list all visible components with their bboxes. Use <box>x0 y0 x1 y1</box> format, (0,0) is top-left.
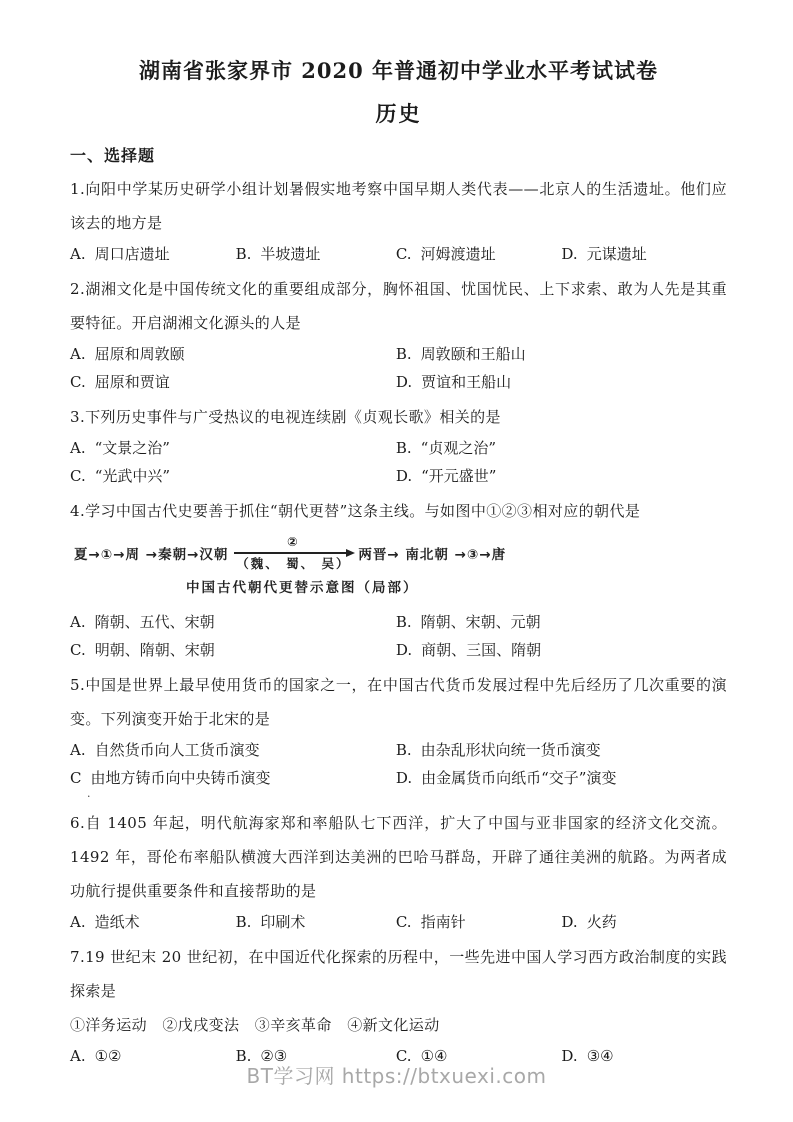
option-label: D. <box>395 641 413 659</box>
question-1 <box>70 172 727 268</box>
question-stem: 2.湖湘文化是中国传统文化的重要组成部分，胸怀祖国、忧国忧民、上下求索、敢为人先是其重要特征。开启湖湘文化源头的人是 <box>70 280 727 332</box>
option-text: “文景之治” <box>94 439 170 457</box>
option-text: 由金属货币向纸币“交子”演变 <box>421 769 617 787</box>
option-text: 印刷术 <box>260 913 306 931</box>
question-6 <box>70 806 727 936</box>
option-label: A. <box>70 613 86 631</box>
option-a <box>70 908 236 936</box>
diagram-chain-left: 夏→①→周 →秦朝→汉朝 <box>74 547 229 563</box>
option-text: 由地方铸币向中央铸币演变 <box>90 769 271 787</box>
option-text: 商朝、三国、隋朝 <box>421 641 542 659</box>
option-label: D. <box>561 1047 578 1065</box>
question-5 <box>70 668 727 802</box>
option-d <box>561 908 727 936</box>
dynasty-diagram <box>74 534 727 598</box>
diagram-chain <box>74 534 727 572</box>
option-text: 明朝、隋朝、宋朝 <box>94 641 215 659</box>
question-stem: 1.向阳中学某历史研学小组计划暑假实地考察中国早期人类代表——北京人的生活遗址。他们应该去的地方是 <box>70 180 727 232</box>
option-label: D. <box>395 769 413 787</box>
option-label: C. <box>70 373 86 391</box>
option-text: 贾谊和王船山 <box>421 373 512 391</box>
question-stem: 5.中国是世界上最早使用货币的国家之一，在中国古代货币发展过程中先后经历了几次重要的演变。下列演变开始于北宋的是 <box>70 676 727 728</box>
diagram-chain-right: 两晋→ 南北朝 →③→唐 <box>358 547 507 563</box>
question-stem: 6.自 1405 年起，明代航海家郑和率船队七下西洋，扩大了中国与亚非国家的经济文化交流。1492 年，哥伦布率船队横渡大西洋到达美洲的巴哈马群岛，开辟了通往美洲的航路。为两者成功航行提供重要条件和直接帮助的是 <box>70 814 727 900</box>
option-a <box>70 340 396 368</box>
option-text: 周口店遗址 <box>94 245 170 263</box>
option-label: C. <box>395 1047 412 1065</box>
option-label: C. <box>70 467 86 485</box>
option-b <box>396 608 727 636</box>
option-d <box>396 764 727 792</box>
option-a <box>70 608 396 636</box>
options-grid <box>70 340 727 396</box>
option-c <box>70 462 396 490</box>
option-a <box>70 240 236 268</box>
options-grid <box>70 608 727 664</box>
exam-title: 湖南省张家界市 2020 年普通初中学业水平考试试卷 <box>138 58 659 83</box>
option-d <box>396 462 727 490</box>
right-arrow-icon <box>234 552 352 554</box>
option-label: A. <box>70 245 86 263</box>
option-text: “光武中兴” <box>94 467 171 485</box>
option-d <box>561 240 727 268</box>
option-a <box>70 434 396 462</box>
option-label: C. <box>395 245 412 263</box>
option-label: D. <box>561 913 578 931</box>
option-text: 屈原和周敦颐 <box>94 345 185 363</box>
option-c <box>70 636 396 664</box>
option-c <box>70 764 396 792</box>
options-row <box>70 240 727 268</box>
footer-watermark: BT学习网 https://btxuexi.com <box>246 1064 547 1088</box>
option-label: A. <box>70 741 86 759</box>
option-b <box>236 908 396 936</box>
option-c <box>396 908 562 936</box>
option-label: B. <box>395 741 412 759</box>
option-text: 周敦颐和王船山 <box>420 345 526 363</box>
options-grid <box>70 736 727 792</box>
option-text: “贞观之治” <box>420 439 496 457</box>
option-label: D. <box>395 373 413 391</box>
option-label: D. <box>395 467 413 485</box>
option-text: 火药 <box>586 913 617 931</box>
option-text: ①④ <box>420 1047 448 1065</box>
option-text: ③④ <box>586 1047 614 1065</box>
diagram-arrow-label-above: ② <box>287 534 300 549</box>
option-c <box>70 368 396 396</box>
option-label: B. <box>395 613 412 631</box>
option-label: C <box>70 769 82 787</box>
question-2 <box>70 272 727 396</box>
option-text: 河姆渡遗址 <box>420 245 496 263</box>
option-label: A. <box>70 913 86 931</box>
option-label: B. <box>395 439 412 457</box>
question-stem: 4.学习中国古代史要善于抓住“朝代更替”这条主线。与如图中①②③相对应的朝代是 <box>70 502 641 520</box>
question-stem: 3.下列历史事件与广受热议的电视连续剧《贞观长歌》相关的是 <box>70 408 501 426</box>
question-4 <box>70 494 727 664</box>
option-b <box>396 736 727 764</box>
numbered-items-line: ①洋务运动 ②戊戌变法 ③辛亥革命 ④新文化运动 <box>70 1016 440 1034</box>
section-heading: 一、选择题 <box>70 146 156 165</box>
option-label: B. <box>235 1047 252 1065</box>
option-text: 自然货币向人工货币演变 <box>94 741 260 759</box>
option-text: 造纸术 <box>94 913 140 931</box>
option-b <box>236 240 396 268</box>
option-b <box>396 340 727 368</box>
option-text: 隋朝、五代、宋朝 <box>94 613 215 631</box>
diagram-arrow-label-below: （魏、 蜀、 吴） <box>236 556 351 571</box>
option-text: “开元盛世” <box>421 467 497 485</box>
option-a <box>70 736 396 764</box>
question-3 <box>70 400 727 490</box>
option-text: 隋朝、宋朝、元朝 <box>420 613 541 631</box>
option-text: 元谋遗址 <box>586 245 647 263</box>
option-text: ①② <box>94 1047 122 1065</box>
option-label: A. <box>70 439 86 457</box>
diagram-arrow-assembly <box>234 534 352 572</box>
option-b <box>396 434 727 462</box>
exam-subject: 历史 <box>375 101 422 126</box>
option-label: A. <box>70 1047 86 1065</box>
option-label: C. <box>70 641 86 659</box>
stray-mark: · <box>87 790 91 803</box>
diagram-caption: 中国古代朝代更替示意图（局部） <box>186 580 419 596</box>
option-label: B. <box>395 345 412 363</box>
option-label: A. <box>70 345 86 363</box>
option-text: 屈原和贾谊 <box>94 373 170 391</box>
option-text: 由杂乱形状向统一货币演变 <box>420 741 601 759</box>
option-label: B. <box>235 245 252 263</box>
option-label: B. <box>235 913 252 931</box>
option-label: C. <box>395 913 412 931</box>
question-7 <box>70 940 727 1070</box>
option-d <box>396 368 727 396</box>
option-label: D. <box>561 245 578 263</box>
question-stem: 7.19 世纪末 20 世纪初，在中国近代化探索的历程中，一些先进中国人学习西方政治制度的实践探索是 <box>70 948 727 1000</box>
option-d <box>396 636 727 664</box>
options-grid <box>70 434 727 490</box>
option-text: 半坡遗址 <box>260 245 321 263</box>
option-text: 指南针 <box>420 913 466 931</box>
options-row <box>70 908 727 936</box>
option-text: ②③ <box>260 1047 288 1065</box>
option-c <box>396 240 562 268</box>
